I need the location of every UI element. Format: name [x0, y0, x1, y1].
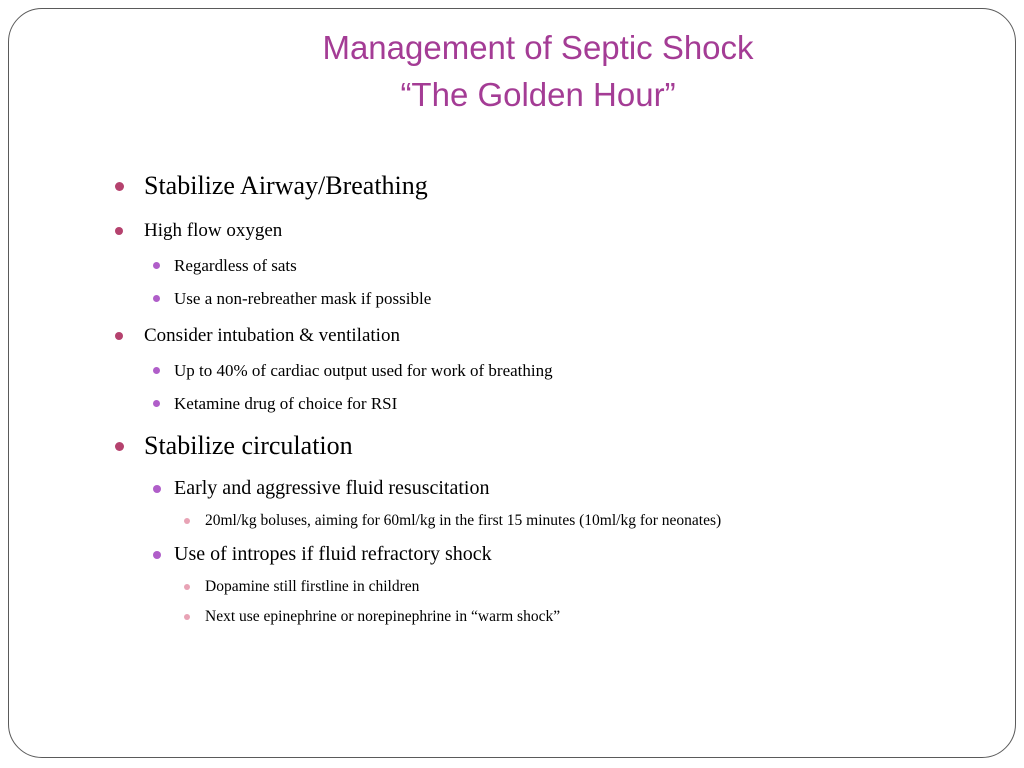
list-item: High flow oxygen: [144, 220, 283, 241]
list-item: Use of intropes if fluid refractory shock: [174, 543, 492, 565]
bullet-dot: [184, 518, 190, 524]
bullet-dot: [115, 227, 123, 235]
list-item: Up to 40% of cardiac output used for work of breathing: [174, 361, 553, 380]
list-item: Early and aggressive fluid resuscitation: [174, 477, 490, 499]
bullet-dot: [153, 400, 160, 407]
bullet-dot: [153, 485, 161, 493]
title-line-2: “The Golden Hour”: [400, 76, 676, 113]
bullet-dot: [153, 551, 161, 559]
bullet-dot: [153, 367, 160, 374]
bullet-dot: [184, 614, 190, 620]
list-item: Ketamine drug of choice for RSI: [174, 394, 398, 413]
bullet-dot: [115, 442, 124, 451]
bullet-dot: [115, 332, 123, 340]
bullet-dot: [153, 262, 160, 269]
bullet-dot: [153, 295, 160, 302]
list-item: Regardless of sats: [174, 256, 297, 275]
bullet-dot: [115, 182, 124, 191]
bullet-dot: [184, 584, 190, 590]
list-item: Use a non-rebreather mask if possible: [174, 289, 432, 308]
list-item: Consider intubation & ventilation: [144, 325, 400, 346]
list-item: Dopamine still firstline in children: [205, 578, 420, 595]
list-item: Next use epinephrine or norepinephrine in “warm shock”: [205, 608, 561, 625]
list-item: Stabilize Airway/Breathing: [144, 171, 428, 200]
title-line-1: Management of Septic Shock: [322, 29, 754, 66]
list-item: 20ml/kg boluses, aiming for 60ml/kg in the first 15 minutes (10ml/kg for neonates): [205, 512, 722, 529]
list-item: Stabilize circulation: [144, 431, 353, 460]
